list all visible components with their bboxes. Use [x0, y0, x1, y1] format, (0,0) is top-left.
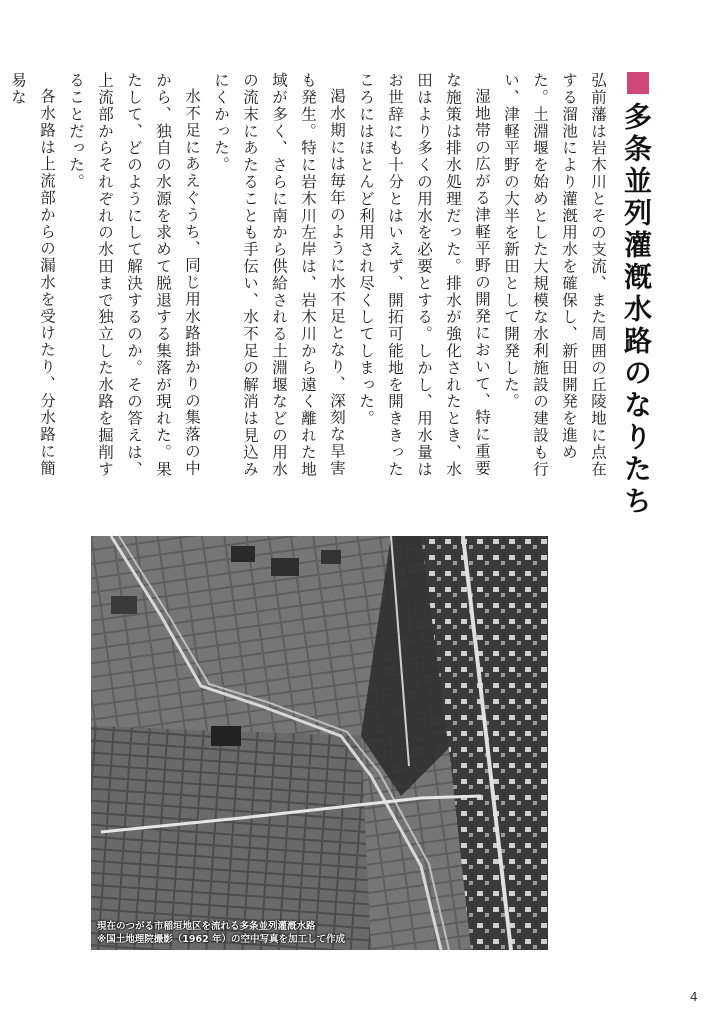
photo-caption: [97, 920, 345, 946]
photo-caption-line1: 現在のつがる市稲垣地区を流れる多条並列灌漑水路: [97, 921, 316, 932]
photo-caption-line2: ※国土地理院撮影（1962 年）の空中写真を加工して作成: [97, 934, 345, 945]
aerial-photo: [91, 536, 548, 950]
paragraph-5: 各水路は上流部からの漏水を受けたり、分水路に簡易な: [9, 72, 56, 477]
page-number: 4: [690, 990, 698, 1004]
aerial-photo-image: [91, 536, 548, 950]
body-text: [9, 72, 612, 492]
paragraph-4: 水不足にあえぐうち、同じ用水路掛かりの集落の中から、独自の水源を求めて脱退する集落が現れた。果たして、どのようにして解決するのか。その答えは、上流部からそれぞれの水田まで独立した水路を掘削することだった。: [67, 72, 201, 478]
paragraph-1: 弘前藩は岩木川とその支流、また周囲の丘陵地に点在する溜池により灌漑用水を確保し、新田開発を進めた。土淵堰を始めとした大規模な水利施設の建設も行い、津軽平野の大半を新田として開発した。: [502, 72, 607, 478]
paragraph-2: 湿地帯の広がる津軽平野の開発において、特に重要な施策は排水処理だった。排水が強化されたとき、水田はより多くの用水を必要とする。しかし、用水量はお世辞にも十分とはいえず、開拓可能地を開ききったころにはほとんど利用され尽くしてしまった。: [357, 72, 491, 478]
section-title: 多条並列灌漑水路のなりたち: [620, 102, 653, 518]
heading-marker: [627, 72, 649, 94]
paragraph-3: 渇水期には毎年のように水不足となり、深刻な旱害も発生。特に岩木川左岸は、岩木川から遠く離れた地域が多く、さらに南から供給される土淵堰などの用水の流末にあたることも手伝い、水不足の解消は見込みにくかった。: [212, 72, 346, 478]
section-heading: [622, 72, 656, 518]
